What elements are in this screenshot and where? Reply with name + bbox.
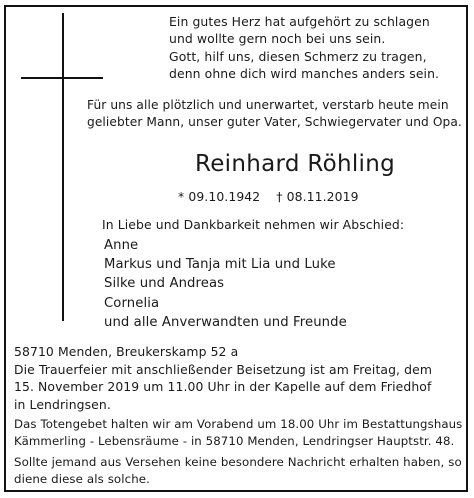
announcement-line: geliebter Mann, unser guter Vater, Schwiegervater und Opa.: [87, 115, 462, 130]
cross-horizontal-beam: [21, 77, 103, 79]
poem-line: denn ohne dich wird manches anders sein.: [169, 65, 440, 81]
announcement-line: Für uns alle plötzlich und unerwartet, verstarb heute mein: [87, 98, 449, 112]
funeral-line: in Lendringsen.: [14, 396, 111, 412]
poem-line: Ein gutes Herz hat aufgehört zu schlagen: [169, 14, 430, 29]
funeral-details: [14, 361, 432, 413]
life-dates: [178, 188, 359, 205]
death-announcement: [87, 97, 462, 132]
prayer-details: [14, 416, 462, 451]
mourner: und alle Anverwandten und Freunde: [104, 314, 347, 330]
note-line: Sollte jemand aus Versehen keine besondere Nachricht erhalten haben, so: [14, 455, 462, 469]
mourner: Cornelia: [104, 295, 160, 311]
prayer-line: Kämmerling - Lebensräume - in 58710 Menden, Lendringser Hauptstr. 48.: [14, 434, 455, 449]
funeral-line: 15. November 2019 um 11.00 Uhr in der Kapelle auf dem Friedhof: [14, 379, 432, 395]
mourner: Anne: [104, 238, 139, 253]
note-line: diene diese als solche.: [14, 472, 150, 487]
death-date: † 08.11.2019: [276, 189, 359, 204]
farewell-line: In Liebe und Dankbarkeit nehmen wir Abschied:: [102, 217, 405, 232]
poem-line: und wollte gern noch bei uns sein.: [169, 31, 386, 47]
birth-date: * 09.10.1942: [178, 189, 261, 204]
poem: [169, 13, 439, 82]
notice-note: [14, 454, 462, 489]
funeral-line: Die Trauerfeier mit anschließender Beisetzung ist am Freitag, dem: [14, 362, 432, 377]
prayer-line: Das Totengebet halten wir am Vorabend um 18.00 Uhr im Bestattungshaus: [14, 417, 463, 431]
poem-line: Gott, hilf uns, diesen Schmerz zu tragen,: [169, 48, 427, 64]
deceased-name: Reinhard Röhling: [194, 151, 396, 177]
family-address: 58710 Menden, Breukerskamp 52 a: [14, 344, 239, 359]
mourner: Silke und Andreas: [104, 276, 225, 292]
mourners-list: [104, 236, 347, 332]
mourner: Markus und Tanja mit Lia und Luke: [104, 257, 336, 273]
